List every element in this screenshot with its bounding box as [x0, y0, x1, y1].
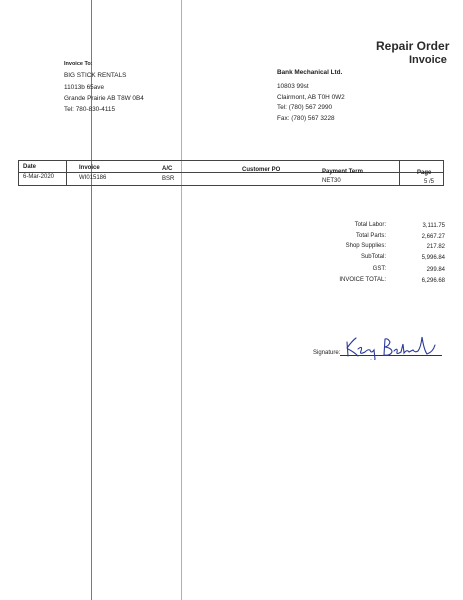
row-page: 5 /5 [424, 179, 435, 185]
invoice-total-label: INVOICE TOTAL: [339, 277, 386, 283]
total-labor-value: 3,111.75 [422, 223, 445, 229]
scan-artifact-line [181, 0, 182, 600]
column-divider [66, 161, 67, 185]
vendor-line: Clairmont, AB T0H 0W2 [277, 94, 345, 101]
header-invoice: Invoice [79, 165, 100, 171]
total-labor-label: Total Labor: [354, 222, 386, 228]
column-divider [399, 161, 400, 185]
document-subtitle: Invoice [409, 54, 447, 66]
subtotal-value: 5,996.84 [421, 255, 445, 261]
vendor-line: Fax: (780) 567 3228 [277, 115, 335, 122]
vendor-line: Tel: (780) 567 2990 [277, 104, 333, 111]
invoice-to-line: Tel: 780-830-4115 [64, 106, 116, 113]
vendor-name: Bank Mechanical Ltd. [277, 69, 343, 76]
invoice-details-table [18, 160, 444, 186]
invoice-to-label: Invoice To: [64, 61, 93, 67]
table-header-divider [19, 172, 443, 173]
row-date: 6-Mar-2020 [23, 174, 55, 180]
invoice-to-line: 11013b 65ave [64, 84, 105, 91]
shop-supplies-label: Shop Supplies: [345, 243, 386, 249]
gst-label: GST: [372, 266, 386, 272]
header-page: Page [417, 170, 432, 176]
row-payment-term: NET30 [322, 178, 341, 184]
signature-label: Signature: [313, 350, 341, 356]
total-parts-label: Total Parts: [355, 233, 386, 239]
total-parts-value: 2,667.27 [421, 234, 445, 240]
vendor-line: 10803 99st [277, 83, 309, 90]
header-date: Date [23, 164, 37, 170]
shop-supplies-value: 217.82 [426, 244, 445, 250]
invoice-total-value: 6,296.68 [421, 278, 445, 284]
gst-value: 299.84 [426, 267, 445, 273]
header-payment-term: Payment Term [322, 169, 363, 175]
document-title: Repair Order [376, 39, 450, 53]
row-invoice: WI015186 [79, 175, 107, 181]
header-customer-po: Customer PO [242, 167, 281, 173]
header-ac: A/C [162, 166, 173, 172]
handwritten-signature [343, 330, 438, 360]
subtotal-label: SubTotal: [360, 254, 386, 260]
invoice-to-line: Grande Prairie AB T8W 0B4 [64, 95, 144, 102]
invoice-to-line: BIG STICK RENTALS [64, 72, 127, 79]
row-ac: BSR [162, 176, 175, 182]
